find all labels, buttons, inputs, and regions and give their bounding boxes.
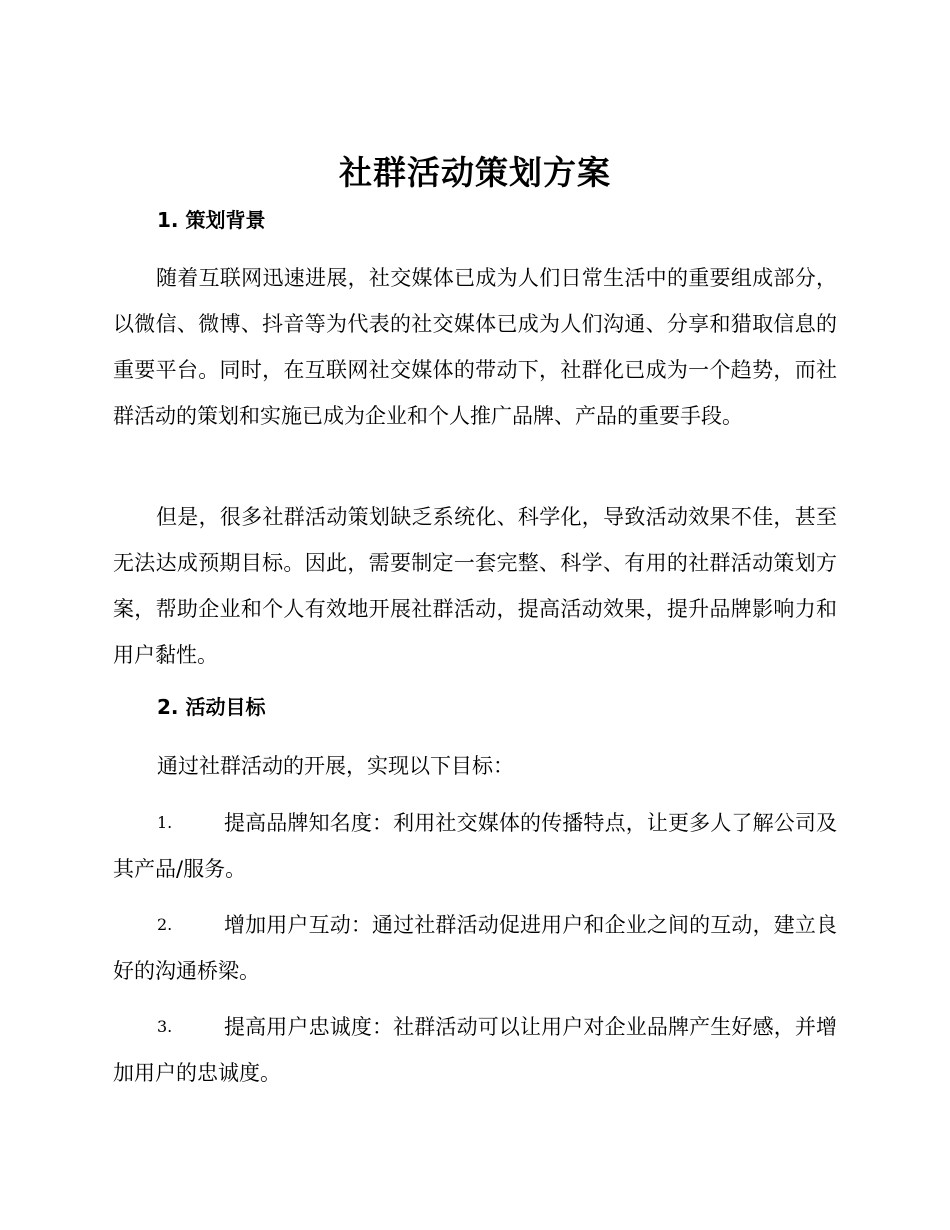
goals-intro: 通过社群活动的开展，实现以下目标： <box>157 754 514 778</box>
section-heading-background: 1. 策划背景 <box>157 208 266 232</box>
list-item-number: 1. <box>157 813 173 832</box>
list-item-text: 增加用户互动：通过社群活动促进用户和企业之间的互动，建立良好的沟通桥梁。 <box>113 913 837 983</box>
list-item <box>113 1004 837 1096</box>
list-item-text: 提高用户忠诚度：社群活动可以让用户对企业品牌产生好感，并增加用户的忠诚度。 <box>113 1015 837 1085</box>
paragraph-background-1: 随着互联网迅速进展，社交媒体已成为人们日常生活中的重要组成部分，以微信、微博、抖音等为代表的社交媒体已成为人们沟通、分享和猎取信息的重要平台。同时，在互联网社交媒体的带动下，社群化已成为一个趋势，而社群活动的策划和实施已成为企业和个人推广品牌、产品的重要手段。 <box>113 266 837 428</box>
document-title: 社群活动策划方案 <box>339 153 611 192</box>
list-item-number: 3. <box>157 1017 173 1036</box>
list-item-number: 2. <box>157 915 173 934</box>
paragraph-background-2: 但是，很多社群活动策划缺乏系统化、科学化，导致活动效果不佳，甚至无法达成预期目标。因此，需要制定一套完整、科学、有用的社群活动策划方案，帮助企业和个人有效地开展社群活动，提高活动效果，提升品牌影响力和用户黏性。 <box>113 505 837 667</box>
list-item-text: 提高品牌知名度：利用社交媒体的传播特点，让更多人了解公司及其产品/服务。 <box>113 811 837 881</box>
list-item <box>113 800 837 892</box>
list-item <box>113 902 837 994</box>
section-heading-goals: 2. 活动目标 <box>157 695 266 719</box>
